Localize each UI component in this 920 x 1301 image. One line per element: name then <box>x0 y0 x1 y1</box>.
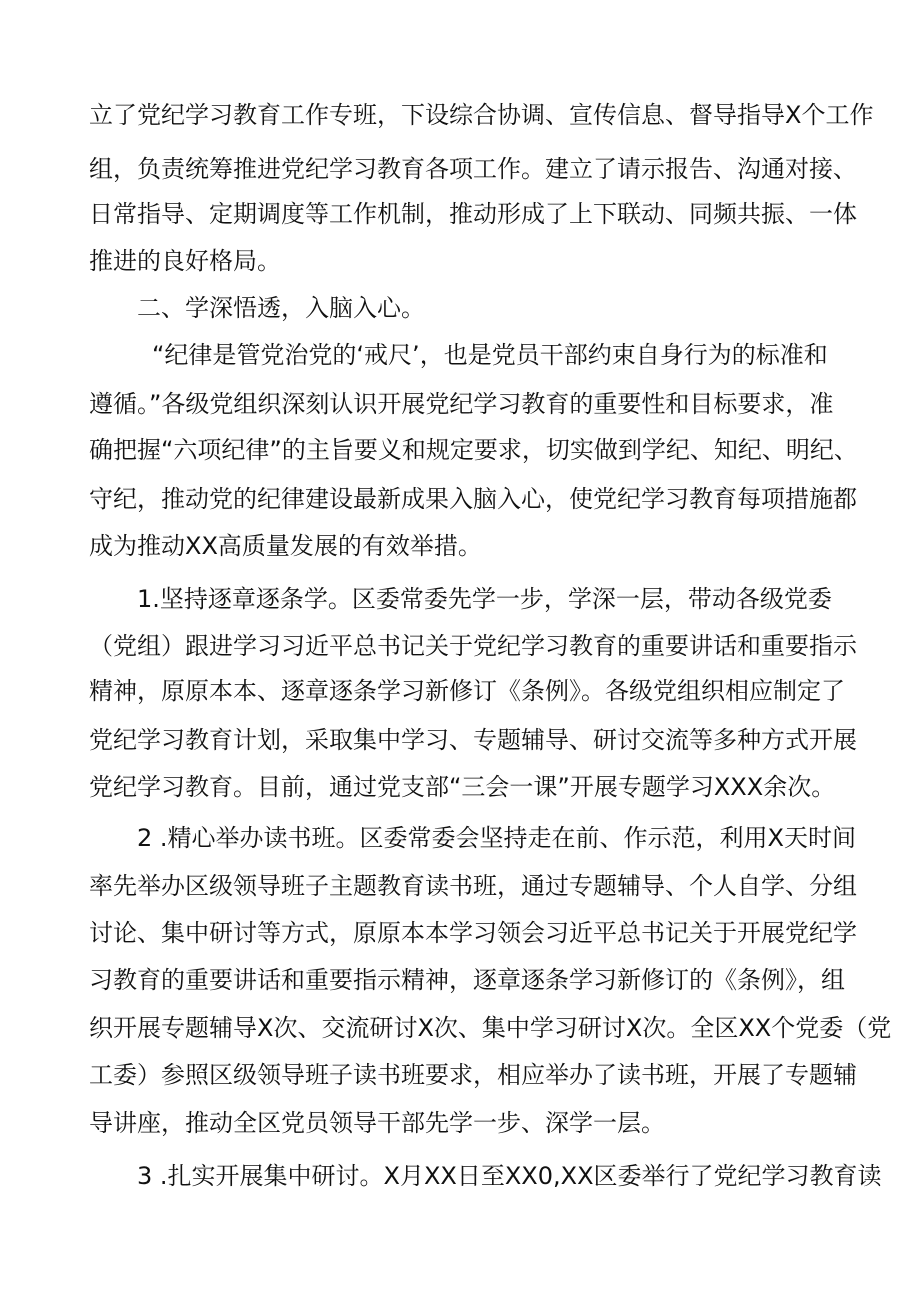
text-line: 织开展专题辅导X次、交流研讨X次、集中学习研讨X次。全区XX个党委（党 <box>89 1014 892 1042</box>
text-line: （党组）跟进学习习近平总书记关于党纪学习教育的重要讲话和重要指示 <box>89 632 857 660</box>
text-line: 习教育的重要讲话和重要指示精神，逐章逐条学习新修订的《条例》，组 <box>89 966 845 994</box>
text-line: 成为推动XX高质量发展的有效举措。 <box>89 532 482 560</box>
text-line: 推进的良好格局。 <box>89 247 281 275</box>
text-line: 2 .精心举办读书班。区委常委会坚持走在前、作示范，利用X天时间 <box>137 824 856 852</box>
text-line: 工委）参照区级领导班子读书班要求，相应举办了读书班，开展了专题辅 <box>89 1061 857 1089</box>
text-line: 确把握“六项纪律”的主旨要义和规定要求，切实做到学纪、知纪、明纪、 <box>89 436 858 464</box>
text-line: 立了党纪学习教育工作专班，下设综合协调、宣传信息、督导指导X个工作 <box>89 101 874 129</box>
text-line: 守纪，推动党的纪律建设最新成果入脑入心，使党纪学习教育每项措施都 <box>89 485 857 513</box>
text-line: 遵循。”各级党组织深刻认识开展党纪学习教育的重要性和目标要求，准 <box>89 390 834 418</box>
text-line: 导讲座，推动全区党员领导干部先学一步、深学一层。 <box>89 1109 665 1137</box>
text-line: 党纪学习教育。目前，通过党支部“三会一课”开展专题学习XXX余次。 <box>89 773 836 801</box>
text-line: 讨论、集中研讨等方式，原原本本学习领会习近平总书记关于开展党纪学 <box>89 919 857 947</box>
section-heading: 二、学深悟透，入脑入心。 <box>137 294 425 322</box>
text-line: 日常指导、定期调度等工作机制，推动形成了上下联动、同频共振、一体 <box>89 200 857 228</box>
text-line: 党纪学习教育计划，采取集中学习、专题辅导、研讨交流等多种方式开展 <box>89 726 857 754</box>
text-line: “纪律是管党治党的‘戒尺’，也是党员干部约束自身行为的标准和 <box>152 341 828 369</box>
text-line: 率先举办区级领导班子主题教育读书班，通过专题辅导、个人自学、分组 <box>89 872 857 900</box>
text-line: 1.坚持逐章逐条学。区委常委先学一步，学深一层，带动各级党委 <box>137 585 832 613</box>
text-line: 3 .扎实开展集中研讨。X月XX日至XX0,XX区委举行了党纪学习教育读 <box>137 1162 882 1190</box>
text-line: 组，负责统筹推进党纪学习教育各项工作。建立了请示报告、沟通对接、 <box>89 155 857 183</box>
text-line: 精神，原原本本、逐章逐条学习新修订《条例》。各级党组织相应制定了 <box>89 677 845 705</box>
